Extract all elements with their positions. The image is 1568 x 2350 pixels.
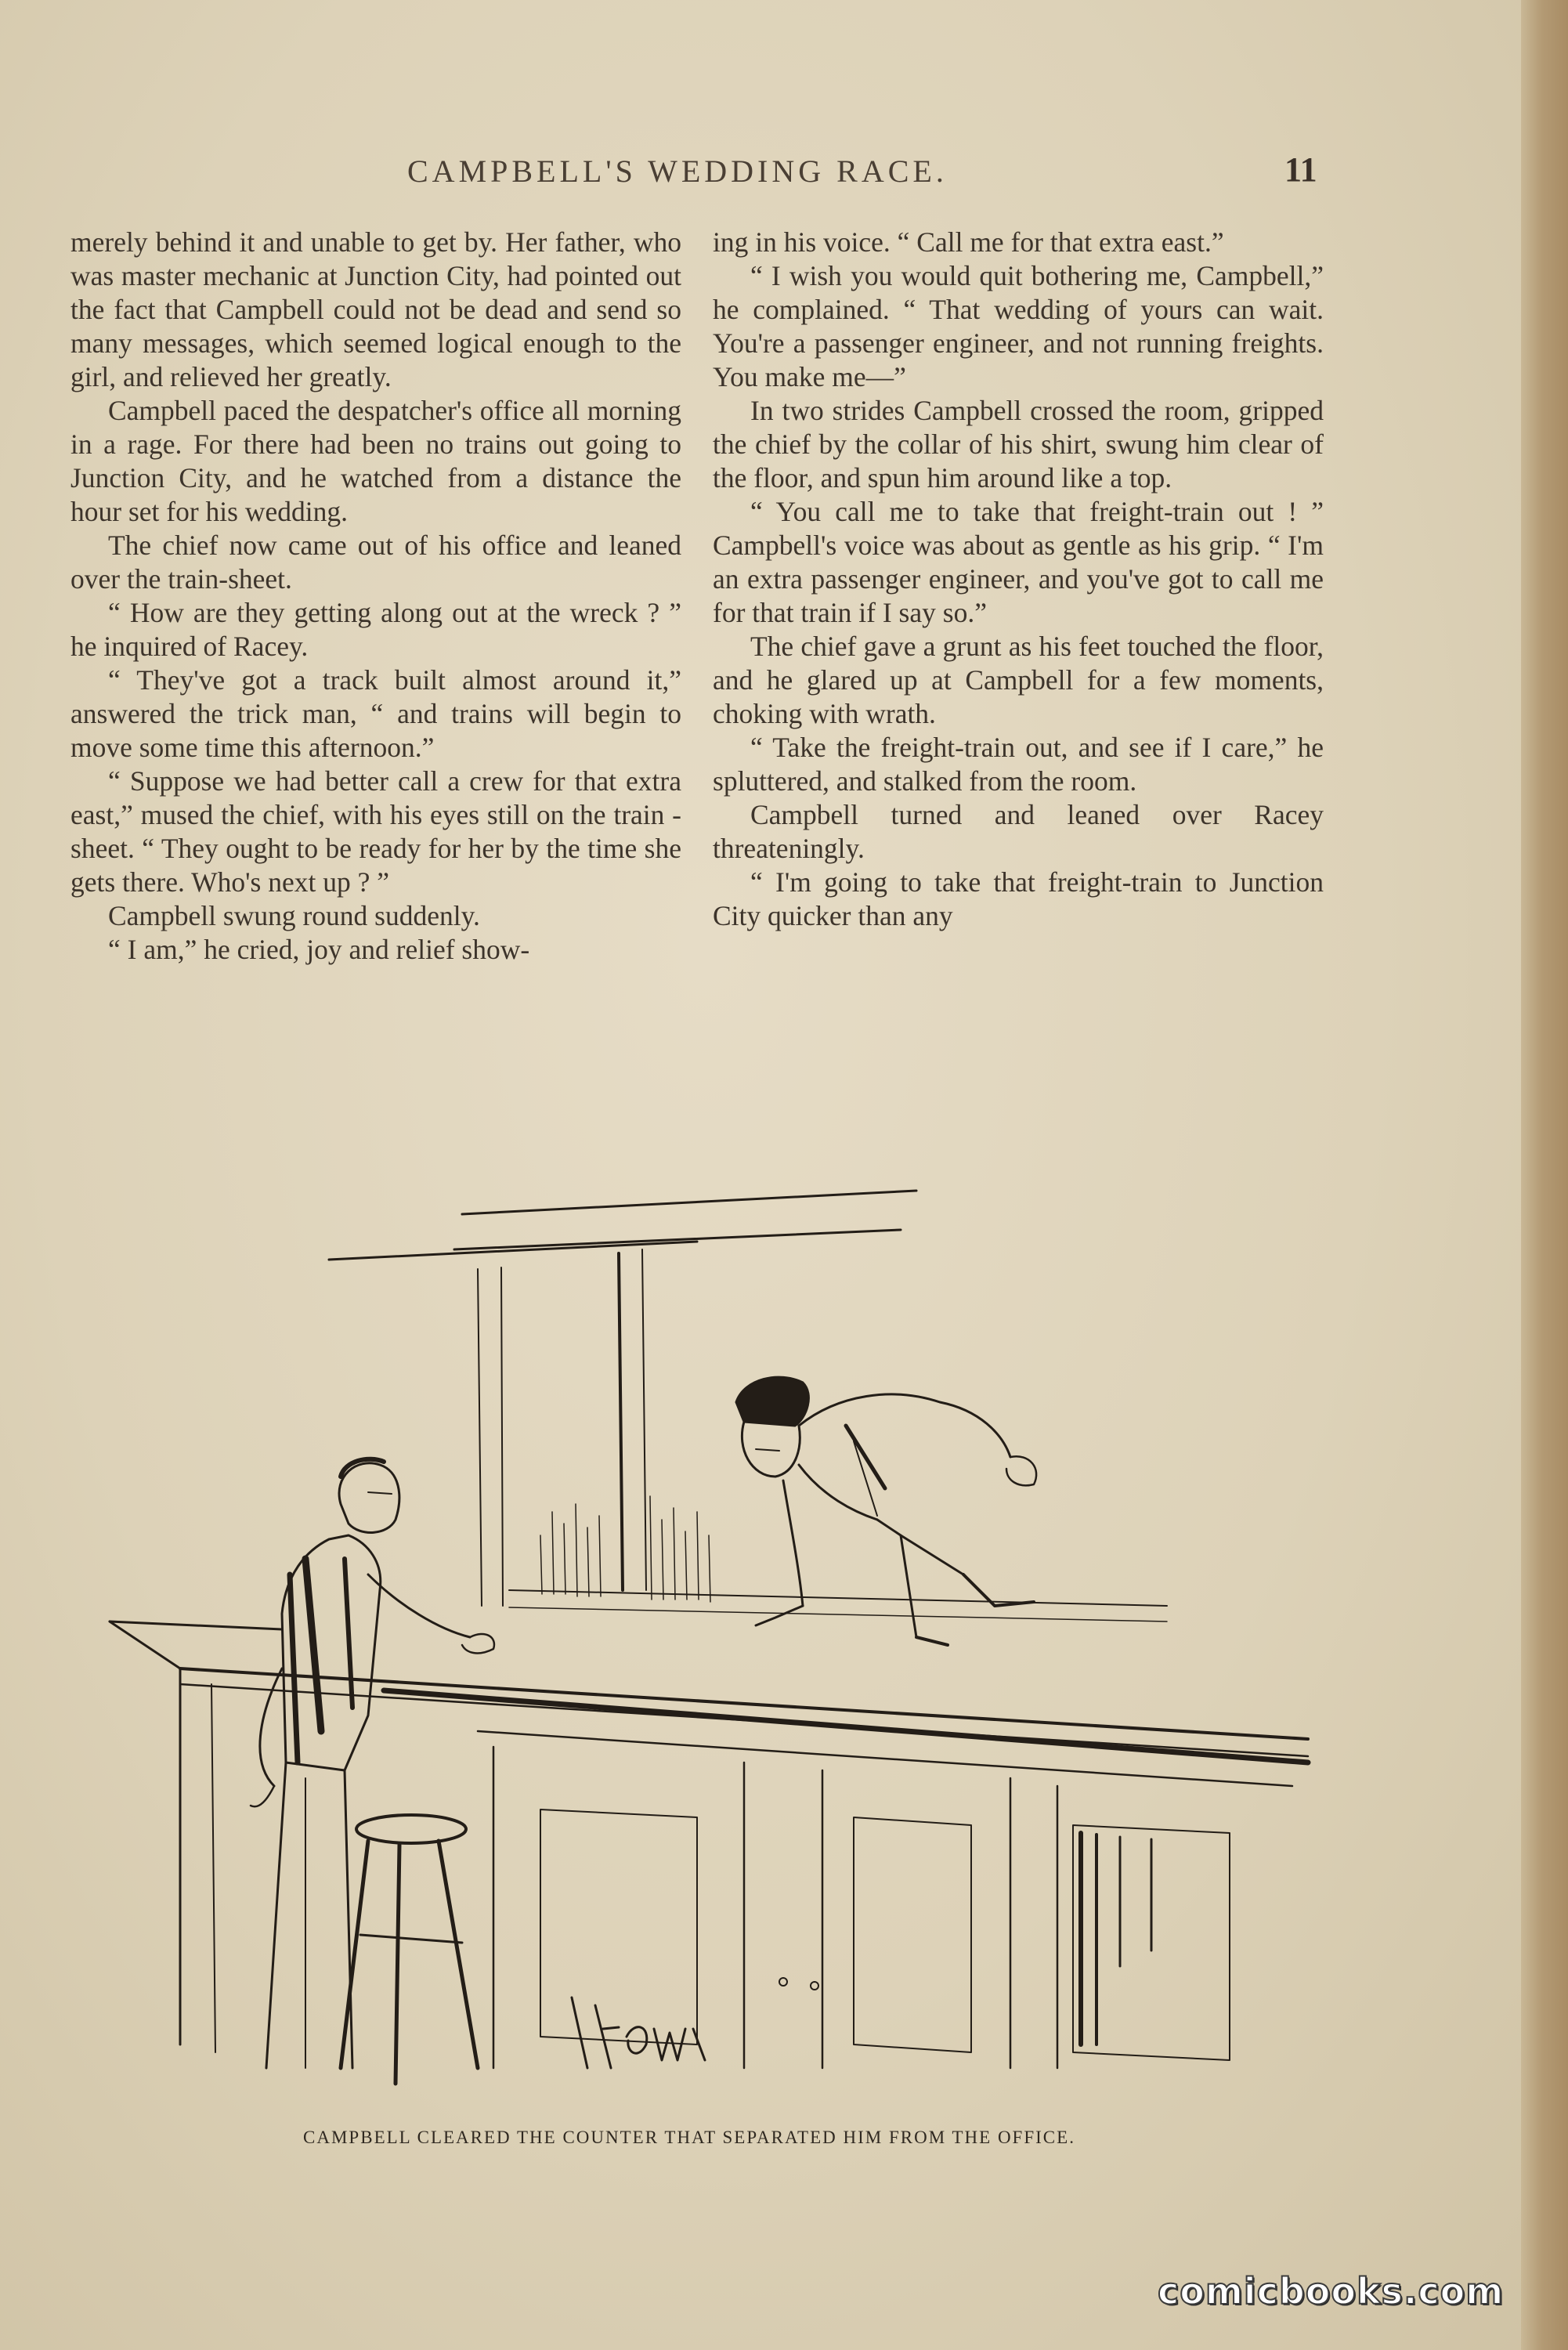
paragraph: “ I wish you would quit bothering me, Campbell,” he complained. “ That wedding of yours can wait. You're a passenger engineer, and not running freights. You make me—” xyxy=(713,260,1324,392)
paragraph: “ Suppose we had better call a crew for that extra east,” mused the chief, with his eyes still on the train - sheet. “ They ought to be ready for her by the time she gets there. Who's next up ? ” xyxy=(70,765,681,898)
paragraph: “ I'm going to take that freight-train to Junction City quicker than any xyxy=(713,866,1324,931)
paragraph: ing in his voice. “ Call me for that extra east.” xyxy=(713,226,1224,258)
paragraph: In two strides Campbell crossed the room, gripped the chief by the collar of his shirt, swung him clear of the floor, and spun him around like a top. xyxy=(713,395,1324,494)
paragraph: “ They've got a track built almost around it,” answered the trick man, “ and trains will begin to move some time this afternoon.” xyxy=(70,664,681,763)
paragraph: merely behind it and unable to get by. Her father, who was master mechanic at Junction City, had pointed out the fact that Campbell could not be dead and send so many messages, which seemed logical enough to the girl, and relieved her greatly. xyxy=(70,226,681,392)
watermark: comicbooks.com xyxy=(1158,2270,1505,2312)
paragraph: The chief gave a grunt as his feet touched the floor, and he glared up at Campbell for a few moments, choking with wrath. xyxy=(713,631,1324,729)
page-edge-shadow xyxy=(1521,0,1568,2350)
chief-figure xyxy=(251,1459,494,2068)
paragraph: “ I am,” he cried, joy and relief show- xyxy=(108,934,530,965)
counter xyxy=(110,1622,1308,2068)
wall-hatching xyxy=(540,1496,710,1602)
page-number: 11 xyxy=(1284,150,1317,189)
pen-and-ink-illustration xyxy=(70,1167,1324,2123)
signature-mark xyxy=(572,1998,705,2068)
paragraph: “ You call me to take that freight-train out ! ” Campbell's voice was about as gentle as his grip. “ I'm an extra passenger engineer, and you've got to call me for that train if I say so.” xyxy=(713,496,1324,628)
paragraph: “ Take the freight-train out, and see if I care,” he spluttered, and stalked from the room. xyxy=(713,732,1324,797)
paragraph: “ How are they getting along out at the wreck ? ” he inquired of Racey. xyxy=(70,597,681,662)
right-text-column xyxy=(713,226,1324,933)
left-text-column xyxy=(70,226,681,967)
illustration-caption: CAMPBELL CLEARED THE COUNTER THAT SEPARATED HIM FROM THE OFFICE. xyxy=(303,2128,1075,2147)
stool xyxy=(341,1815,478,2084)
paragraph: Campbell turned and leaned over Racey threateningly. xyxy=(713,799,1324,864)
paragraph: The chief now came out of his office and leaned over the train-sheet. xyxy=(70,530,681,595)
paragraph: Campbell swung round suddenly. xyxy=(108,900,480,931)
paragraph: Campbell paced the despatcher's office all morning in a rage. For there had been no trains out going to Junction City, and he watched from a distance the hour set for his wedding. xyxy=(70,395,681,527)
page-header xyxy=(0,150,1568,200)
running-title: CAMPBELL'S WEDDING RACE. xyxy=(407,154,948,189)
campbell-figure xyxy=(736,1377,1036,1645)
